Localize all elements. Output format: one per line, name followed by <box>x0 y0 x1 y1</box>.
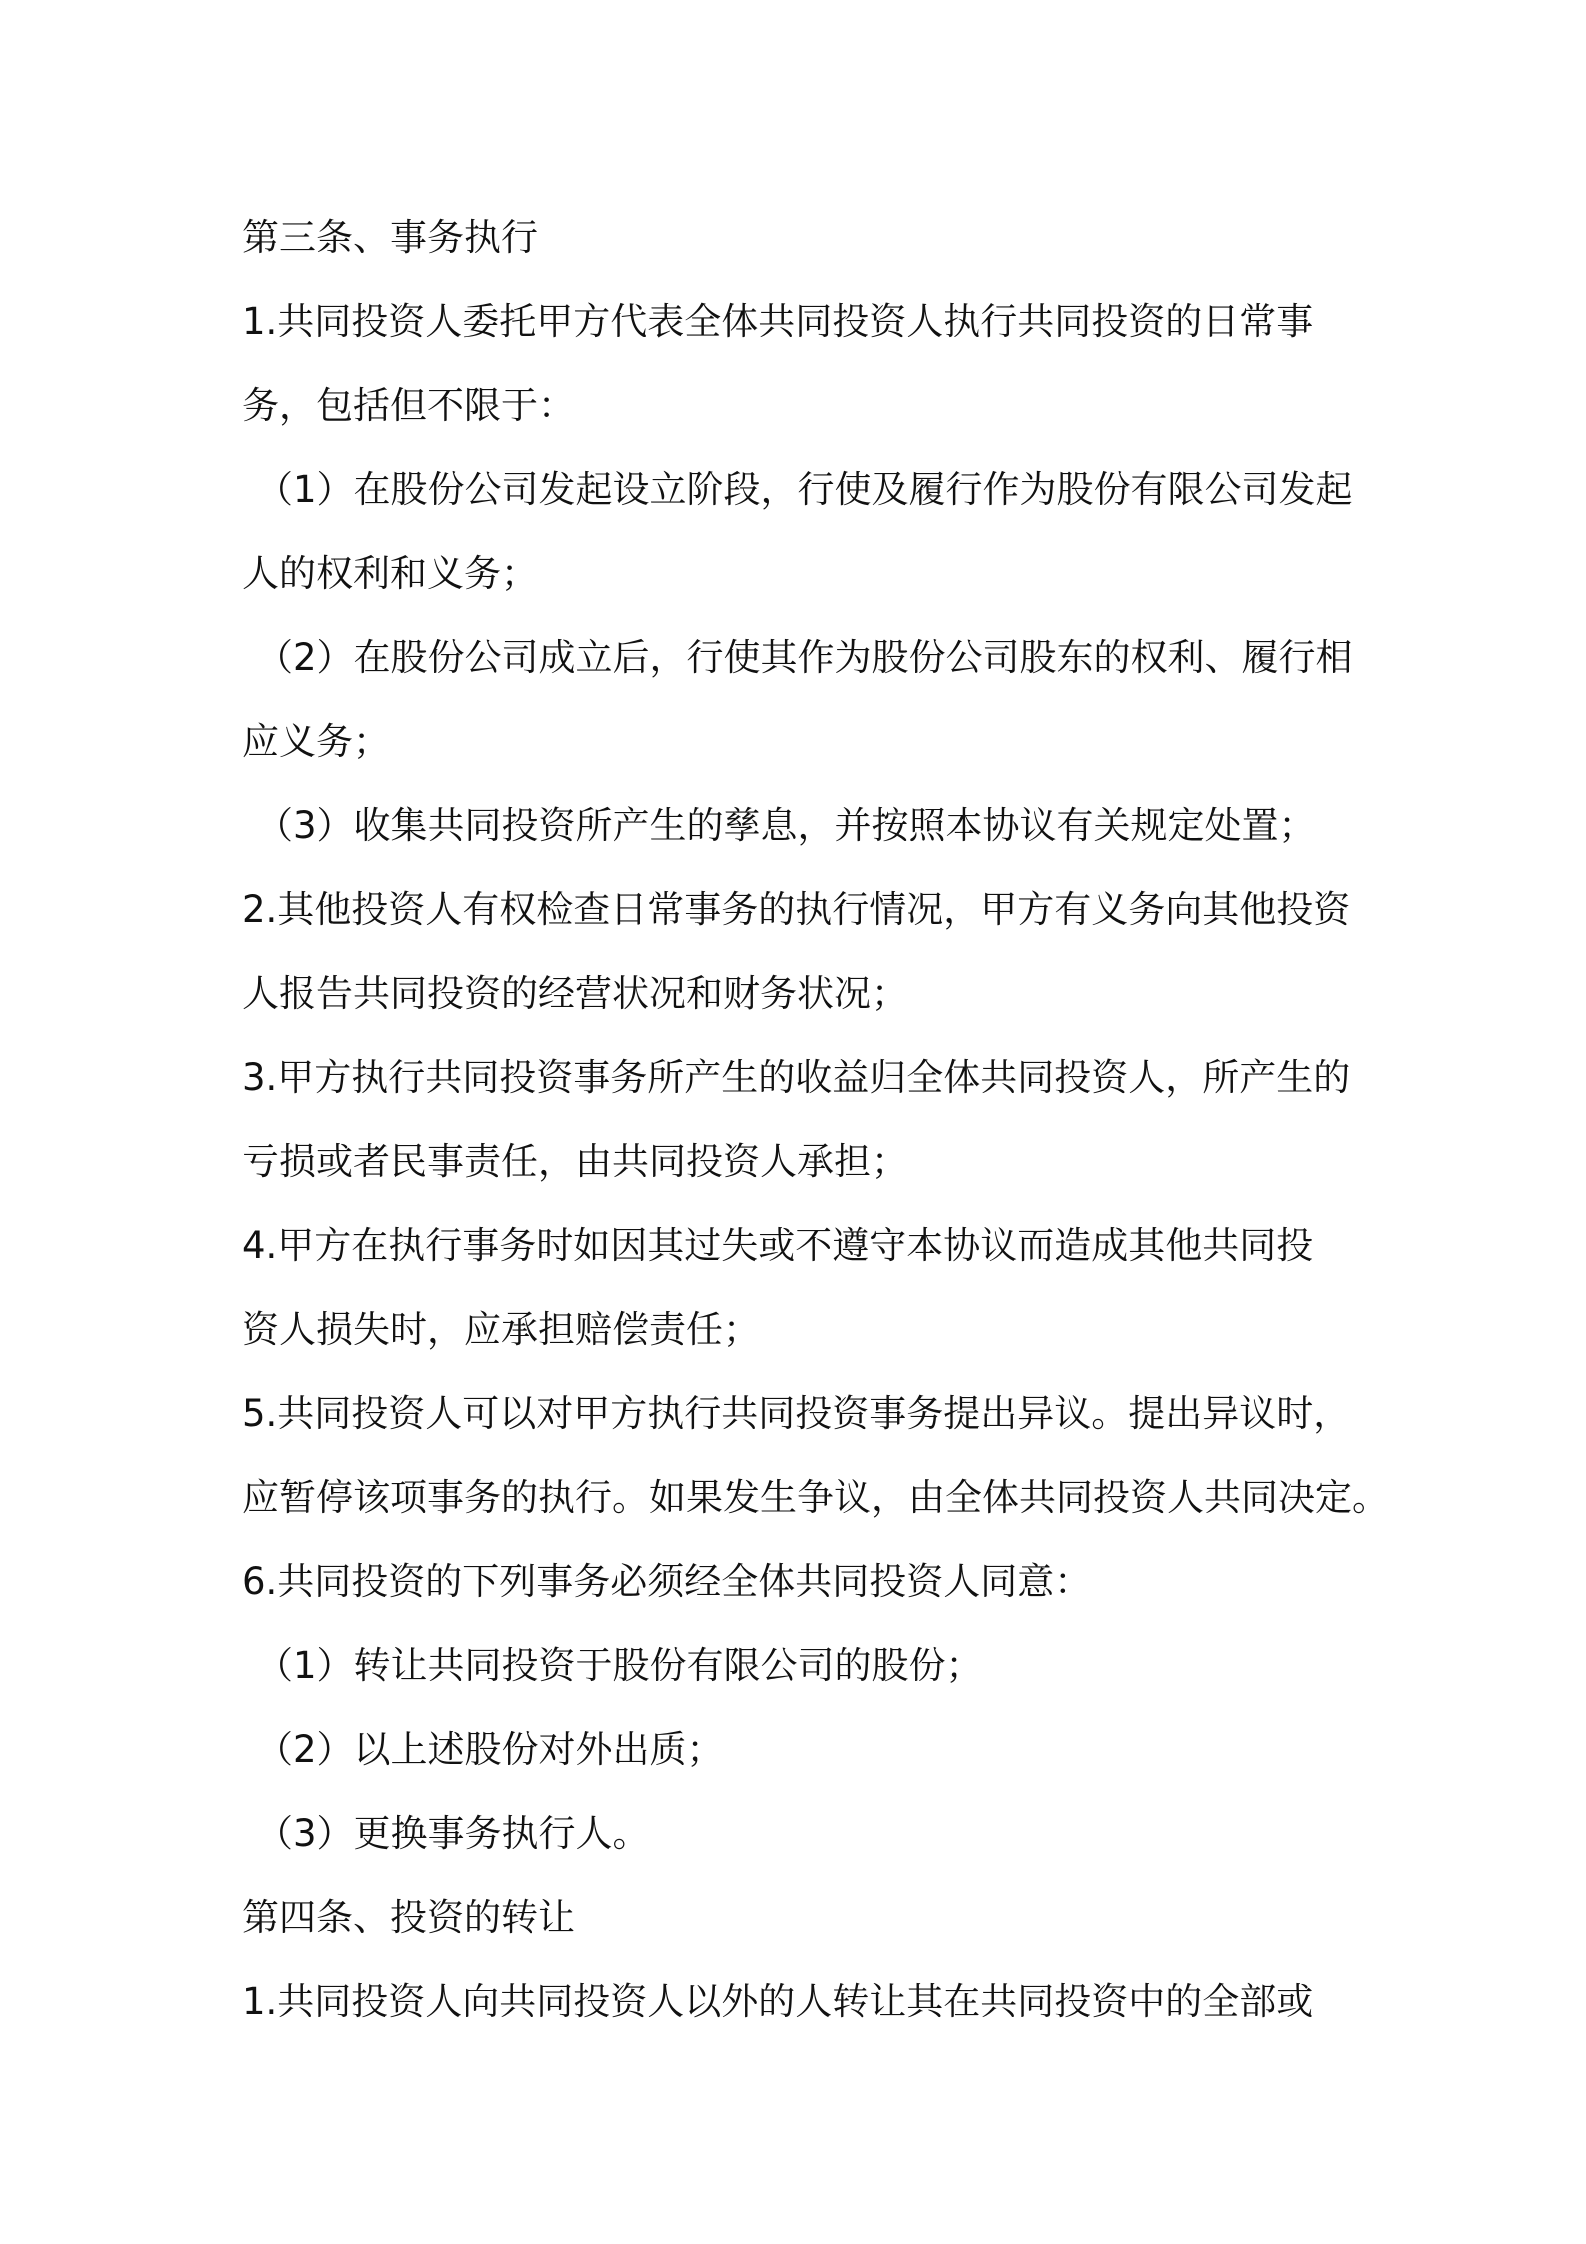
paragraph-line: 1.共同投资人向共同投资人以外的人转让其在共同投资中的全部或 <box>242 1980 1314 2023</box>
paragraph-line: 6.共同投资的下列事务必须经全体共同投资人同意： <box>242 1560 1092 1603</box>
list-item-line: （1）在股份公司发起设立阶段，行使及履行作为股份有限公司发起 <box>256 468 1353 511</box>
paragraph-line: 1.共同投资人委托甲方代表全体共同投资人执行共同投资的日常事 <box>242 300 1314 343</box>
paragraph-line: 应义务； <box>242 720 390 763</box>
paragraph-line: 3.甲方执行共同投资事务所产生的收益归全体共同投资人，所产生的 <box>242 1056 1351 1099</box>
section-heading-article-3: 第三条、事务执行 <box>242 216 538 259</box>
paragraph-line: 务，包括但不限于： <box>242 384 575 427</box>
paragraph-line: 人报告共同投资的经营状况和财务状况； <box>242 972 908 1015</box>
document-body <box>242 196 1389 2044</box>
paragraph-line: 亏损或者民事责任，由共同投资人承担； <box>242 1140 908 1183</box>
paragraph-line: 应暂停该项事务的执行。如果发生争议，由全体共同投资人共同决定。 <box>242 1476 1389 1519</box>
list-item-line: （1）转让共同投资于股份有限公司的股份； <box>256 1644 983 1687</box>
paragraph-line: 4.甲方在执行事务时如因其过失或不遵守本协议而造成其他共同投 <box>242 1224 1314 1267</box>
paragraph-line: 资人损失时，应承担赔偿责任； <box>242 1308 760 1351</box>
paragraph-line: 5.共同投资人可以对甲方执行共同投资事务提出异议。提出异议时， <box>242 1392 1351 1435</box>
paragraph-line: 人的权利和义务； <box>242 552 538 595</box>
list-item-line: （3）更换事务执行人。 <box>256 1812 650 1855</box>
section-heading-article-4: 第四条、投资的转让 <box>242 1896 575 1939</box>
list-item-line: （2）以上述股份对外出质； <box>256 1728 724 1771</box>
paragraph-line: 2.其他投资人有权检查日常事务的执行情况，甲方有义务向其他投资 <box>242 888 1351 931</box>
list-item-line: （2）在股份公司成立后，行使其作为股份公司股东的权利、履行相 <box>256 636 1353 679</box>
list-item-line: （3）收集共同投资所产生的孳息，并按照本协议有关规定处置； <box>256 804 1316 847</box>
